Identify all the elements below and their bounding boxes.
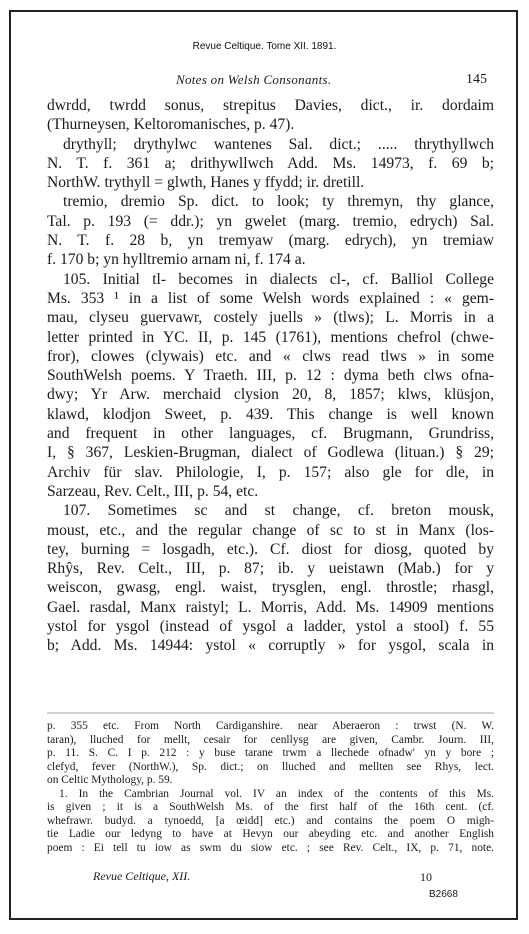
- text-line: drythyll; drythylwc wantenes Sal. dict.; ..... thrythyllwch: [63, 135, 494, 153]
- text-line: (Thurneysen, Keltoromanisches, p. 47).: [47, 116, 295, 134]
- text-line: tey, burning = losgadh, etc.). Cf. diost for diosg, quoted by: [47, 540, 494, 558]
- text-line: ystol for ysgol (instead of ysgol a ladder, ystol a stool) f. 55: [47, 618, 494, 636]
- footnote-line: p. 11. S. C. I p. 212 : y buse tarane trwm a llechede ofnadw' yn y bore ;: [47, 747, 494, 759]
- text-line: mau, clyseu guervawr, costely juells » (tlws); L. Morris in a: [47, 309, 494, 327]
- footnote-line: on Celtic Mythology, p. 59.: [47, 774, 173, 786]
- text-line: NorthW. trythyll = glwth, Hanes y ffydd; ir. dretill.: [47, 174, 365, 192]
- footnote-line: is given ; it is a SouthWelsh Ms. of the first half of the 16th cent. (cf.: [47, 801, 494, 813]
- text-line: Sarzeau, Rev. Celt., III, p. 54, etc.: [47, 482, 259, 500]
- footnote-line: tie Ladie our ledyng to have at Hevyn our abeyding etc. and another English: [47, 828, 494, 840]
- header-note: Revue Celtique. Tome XII. 1891.: [192, 41, 337, 52]
- text-line: dwrdd, twrdd sonus, strepitus Davies, dict., ir. dordaim: [47, 97, 494, 114]
- footnote-line: whefrawr. budyd. a tynoedd, [a œidd] etc.) and contains the poem O migh-: [47, 814, 494, 827]
- text-line: and frequent in other languages, cf. Brugmann, Grundriss,: [47, 425, 494, 443]
- text-line: N. T. f. 28 b, yn tremyaw (marg. edrych), yn tremiaw: [47, 232, 494, 250]
- footnote-line: clefyd, fever (NorthW.), Sp. dict.; on lluched and mellten see Rhys, lect.: [47, 760, 494, 773]
- footer-sheet-number: 10: [420, 870, 432, 884]
- footnotes: [47, 720, 494, 855]
- text-line: N. T. f. 361 a; drithywllwch Add. Ms. 14973, f. 69 b;: [47, 154, 494, 172]
- running-title: Notes on Welsh Consonants.: [176, 72, 332, 87]
- text-line: 107. Sometimes sc and st change, cf. breton mousk,: [63, 502, 494, 520]
- footnote-line: p. 355 etc. From North Cardiganshire. near Aberaeron : trwst (N. W.: [47, 720, 494, 732]
- footnote-line: taran), lluched for mellt, cesair for cenllysg are given, Cambr. Journ. III,: [47, 733, 494, 746]
- main-text: [47, 96, 494, 656]
- text-line: Tal. p. 193 (= ddr.); yn gwelet (marg. tremio, edrych) Sal.: [47, 212, 494, 230]
- text-line: tremio, dremio Sp. dict. to look; ty thremyn, thy glance,: [63, 193, 494, 211]
- text-line: dwy; Yr Arw. merchaid clysion 20, 8, 1857; klws, klüsjon,: [47, 386, 494, 404]
- text-line: Rhŷs, Rev. Celt., III, p. 87; ib. y ueistawn (Mab.) for y: [47, 560, 494, 578]
- footnote-line: 1. In the Cambrian Journal vol. IV an index of the contents of this Ms.: [59, 787, 494, 800]
- text-line: Ms. 353 ¹ in a list of some Welsh words explained : « gem-: [47, 289, 494, 307]
- text-line: 105. Initial tl- becomes in dialects cl-, cf. Balliol College: [63, 270, 494, 288]
- text-line: klawd, klodjon Sweet, p. 439. This change is well known: [47, 405, 494, 423]
- footer-code: B2668: [429, 889, 458, 900]
- text-line: Gael. rasdal, Manx raistyl; L. Morris, Add. Ms. 14909 mentions: [47, 598, 494, 616]
- text-line: b; Add. Ms. 14944: ystol « corruptly » for ysgol, scala in: [47, 637, 494, 655]
- text-line: Archiv für slav. Philologie, I, p. 157; also gle for dle, in: [47, 463, 494, 481]
- footnote-line: poem : Ei tell tu iow as swm du siow etc. ; see Rev. Celt., IX, p. 71, note.: [47, 841, 494, 854]
- page-number: 145: [466, 72, 487, 87]
- text-line: I, § 367, Leskien-Brugman, dialect of Godlewa (lituan.) § 29;: [47, 444, 494, 462]
- text-line: SouthWelsh poems. Y Traeth. III, p. 12 : dyma beth clws ofna-: [47, 367, 494, 385]
- text-line: letter printed in YC. II, p. 145 (1761), mentions chefrol (chwe-: [47, 328, 494, 346]
- text-line: weiscon, gwasg, engl. waist, trysglen, engl. throstle; rhasgl,: [47, 579, 494, 597]
- text-line: f. 170 b; yn hylltremio arnam ni, f. 174 a.: [47, 251, 306, 269]
- text-line: moust, etc., and the regular change of sc to st in Manx (los-: [47, 521, 494, 539]
- footer-signature: Revue Celtique, XII.: [93, 869, 191, 883]
- text-line: fror), clowes (clywais) etc. and « clws read tlws » in some: [47, 347, 494, 365]
- footnote-separator: [47, 712, 494, 714]
